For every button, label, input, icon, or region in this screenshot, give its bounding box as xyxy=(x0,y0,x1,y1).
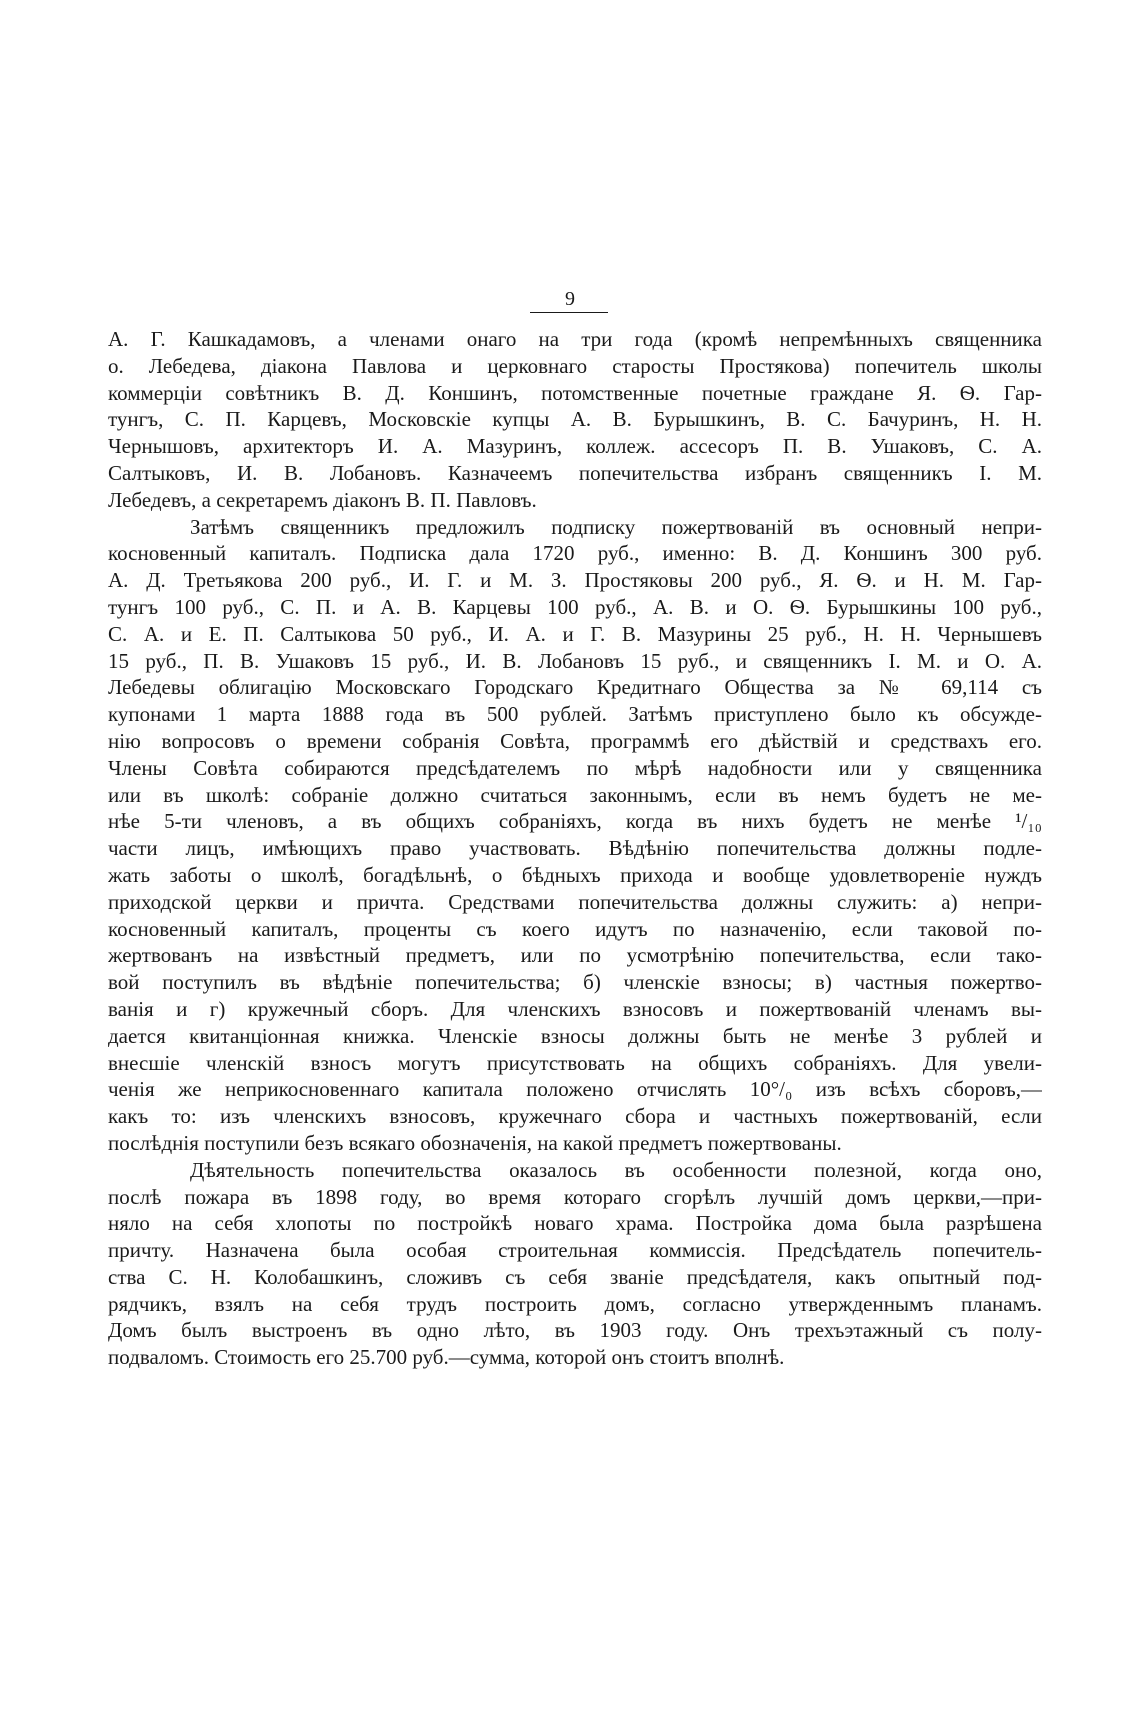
paragraph xyxy=(108,514,1042,1157)
text-line: Лебедевы облигацію Московскаго Городскаго Кредитнаго Общества за № 69,114 съ xyxy=(108,675,1042,700)
text-line: послѣ пожара въ 1898 году, во время котораго сгорѣлъ лучшій домъ церкви,—при- xyxy=(108,1184,1042,1209)
text-line: Затѣмъ священникъ предложилъ подписку пожертвованій въ основный непри- xyxy=(190,514,1042,539)
text-line: А. Д. Третьякова 200 руб., И. Г. и М. З. Простяковы 200 руб., Я. Ѳ. и Н. М. Гар- xyxy=(108,568,1042,593)
text-line: Члены Совѣта собираются предсѣдателемъ по мѣрѣ надобности или у священника xyxy=(108,755,1042,780)
text-line: С. А. и Е. П. Салтыкова 50 руб., И. А. и Г. В. Мазурины 25 руб., Н. Н. Чернышевъ xyxy=(108,621,1042,646)
text-line: косновенный капиталъ. Подписка дала 1720 руб., именно: В. Д. Коншинъ 300 руб. xyxy=(108,541,1042,566)
text-line: жертвованъ на извѣстный предметъ, или по усмотрѣнію попечительства, если тако- xyxy=(108,943,1042,968)
text-line: о. Лебедева, діакона Павлова и церковнаго старосты Простякова) попечитель школы xyxy=(108,353,1042,378)
text-line: дается квитанціонная книжка. Членскіе взносы должны быть не менѣе 3 рублей и xyxy=(108,1023,1042,1048)
text-line: вой поступилъ въ вѣдѣніе попечительства; б) членскіе взносы; в) частныя пожертво- xyxy=(108,970,1042,995)
text-line: внесшіе членскій взносъ могутъ присутствовать на общихъ собраніяхъ. Для увели- xyxy=(108,1050,1042,1075)
text-line: тунгъ 100 руб., С. П. и А. В. Карцевы 100 руб., А. В. и О. Ѳ. Бурышкины 100 руб., xyxy=(108,594,1042,619)
text-line: ченія же неприкосновеннаго капитала положено отчислять 10°/₀ изъ всѣхъ сборовъ,— xyxy=(108,1077,1042,1102)
text-line: Дѣятельность попечительства оказалось въ особенности полезной, когда оно, xyxy=(190,1157,1042,1182)
text-line: жать заботы о школѣ, богадѣльнѣ, о бѣдныхъ прихода и вообще удовлетвореніе нуждъ xyxy=(108,862,1042,887)
text-line: ства С. Н. Колобашкинъ, сложивъ съ себя званіе предсѣдателя, какъ опытный под- xyxy=(108,1264,1042,1289)
text-line: няло на себя хлопоты по постройкѣ новаго храма. Постройка дома была разрѣшена xyxy=(108,1211,1042,1236)
page-number-rule xyxy=(530,312,608,313)
text-line: Чернышовъ, архитекторъ И. А. Мазуринъ, коллеж. ассесоръ П. В. Ушаковъ, С. А. xyxy=(108,434,1042,459)
text-line: Лебедевъ, а секретаремъ діаконъ В. П. Павловъ. xyxy=(108,487,537,512)
text-line: купонами 1 марта 1888 года въ 500 рублей. Затѣмъ приступлено было къ обсужде- xyxy=(108,702,1042,727)
text-line: тунгъ, С. П. Карцевъ, Московскіе купцы А. В. Бурышкинъ, В. С. Бачуринъ, Н. Н. xyxy=(108,407,1042,432)
text-line: приходской церкви и причта. Средствами попечительства должны служить: а) непри- xyxy=(108,889,1042,914)
text-line: А. Г. Кашкадамовъ, а членами онаго на три года (кромѣ непремѣнныхъ священника xyxy=(108,327,1042,351)
text-line: коммерціи совѣтникъ В. Д. Коншинъ, потомственные почетные граждане Я. Ѳ. Гар- xyxy=(108,380,1042,405)
paragraph xyxy=(108,1157,1042,1371)
text-line: подваломъ. Стоимость его 25.700 руб.—сумма, которой онъ стоитъ вполнѣ. xyxy=(108,1345,785,1370)
text-line: причту. Назначена была особая строительная коммиссія. Предсѣдатель попечитель- xyxy=(108,1238,1042,1263)
text-line: ванія и г) кружечный сборъ. Для членскихъ взносовъ и пожертвованій членамъ вы- xyxy=(108,996,1042,1021)
page-number: 9 xyxy=(565,288,575,310)
paragraph xyxy=(108,326,1042,514)
text-line: нію вопросовъ о времени собранія Совѣта, программѣ его дѣйствій и средствахъ его. xyxy=(108,728,1042,753)
text-body xyxy=(108,326,1042,1371)
text-line: Домъ былъ выстроенъ въ одно лѣто, въ 1903 году. Онъ трехъэтажный съ полу- xyxy=(108,1318,1042,1343)
text-line: косновенный капиталъ, проценты съ коего идутъ по назначенію, если таковой по- xyxy=(108,916,1042,941)
text-line: какъ то: изъ членскихъ взносовъ, кружечнаго сбора и частныхъ пожертвованій, если xyxy=(108,1104,1042,1129)
text-line: или въ школѣ: собраніе должно считаться законнымъ, если въ немъ будетъ не ме- xyxy=(108,782,1042,807)
text-line: Салтыковъ, И. В. Лобановъ. Казначеемъ попечительства избранъ священникъ І. М. xyxy=(108,460,1042,485)
text-line: послѣднія поступили безъ всякаго обозначенія, на какой предметъ пожертвованы. xyxy=(108,1130,842,1155)
text-line: рядчикъ, взялъ на себя трудъ построить домъ, согласно утвержденнымъ планамъ. xyxy=(108,1291,1042,1316)
text-line: части лицъ, имѣющихъ право участвовать. Вѣдѣнію попечительства должны подле- xyxy=(108,836,1042,861)
text-line: нѣе 5-ти членовъ, а въ общихъ собраніяхъ, когда въ нихъ будетъ не менѣе ¹/₁₀ xyxy=(108,809,1042,834)
text-line: 15 руб., П. В. Ушаковъ 15 руб., И. В. Лобановъ 15 руб., и священникъ І. М. и О. А. xyxy=(108,648,1042,673)
